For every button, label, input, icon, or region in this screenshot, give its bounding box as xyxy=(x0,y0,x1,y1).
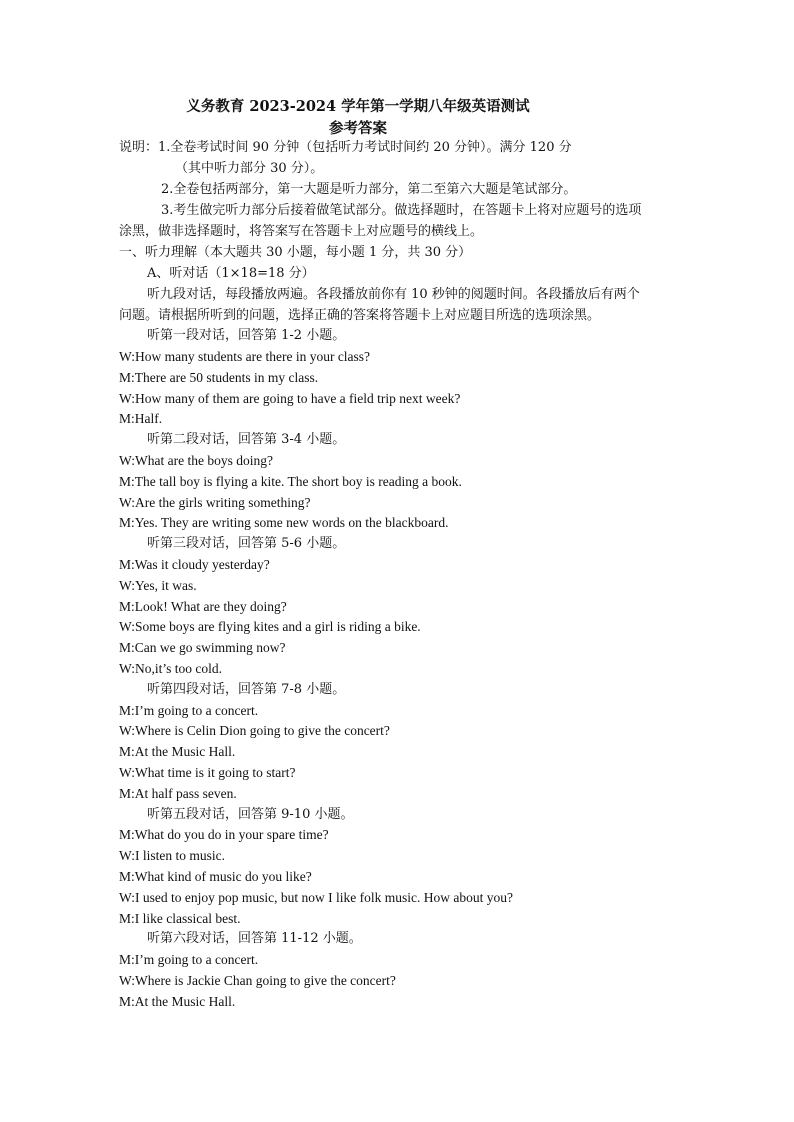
dialogue-line: W:No,it’s too cold. xyxy=(119,661,222,676)
dialogue-line: W:Are the girls writing something? xyxy=(119,495,311,510)
dialogue-intro: 听第二段对话，回答第 3-4 小题。 xyxy=(147,432,346,447)
dialogue-line: W:What are the boys doing? xyxy=(119,453,273,468)
dialogue-line: M:I’m going to a concert. xyxy=(119,952,259,967)
dialogue-line: M:The tall boy is flying a kite. The short boy is reading a book. xyxy=(119,474,462,489)
section-heading: 一、听力理解（本大题共 30 小题，每小题 1 分，共 30 分） xyxy=(119,245,472,260)
dialogue-intro: 听第六段对话，回答第 11-12 小题。 xyxy=(147,931,362,946)
dialogue-intro: 听第三段对话，回答第 5-6 小题。 xyxy=(147,536,346,551)
dialogue-line: W:I used to enjoy pop music, but now I like folk music. How about you? xyxy=(119,890,513,905)
dialogue-line: M:Look! What are they doing? xyxy=(119,599,287,614)
dialogue-line: M:I like classical best. xyxy=(119,911,241,926)
instruction-line: 2.全卷包括两部分，第一大题是听力部分，第二至第六大题是笔试部分。 xyxy=(161,182,577,197)
dialogue-line: W:How many of them are going to have a field trip next week? xyxy=(119,391,461,406)
part-heading: A、听对话（1×18=18 分） xyxy=(147,266,315,281)
dialogue-line: M:There are 50 students in my class. xyxy=(119,370,319,385)
dialogue-line: M:What do you do in your spare time? xyxy=(119,827,329,842)
dialogue-line: W:What time is it going to start? xyxy=(119,765,296,780)
dialogue-line: M:At half pass seven. xyxy=(119,786,237,801)
dialogue-line: W:Yes, it was. xyxy=(119,578,197,593)
section-description: 听九段对话，每段播放两遍。各段播放前你有 10 秒钟的阅题时间。各段播放后有两个 xyxy=(147,287,640,302)
dialogue-line: M:Was it cloudy yesterday? xyxy=(119,557,270,572)
dialogue-line: W:I listen to music. xyxy=(119,848,225,863)
dialogue-line: M:Half. xyxy=(119,411,163,426)
instruction-line: 3.考生做完听力部分后接着做笔试部分。做选择题时，在答题卡上将对应题号的选项 xyxy=(161,203,642,218)
dialogue-intro: 听第四段对话，回答第 7-8 小题。 xyxy=(147,682,346,697)
dialogue-line: M:At the Music Hall. xyxy=(119,744,236,759)
dialogue-intro: 听第一段对话，回答第 1-2 小题。 xyxy=(147,328,346,343)
dialogue-line: W:Where is Celin Dion going to give the concert? xyxy=(119,723,390,738)
document-title: 义务教育 2023-2024 学年第一学期八年级英语测试 xyxy=(186,98,530,115)
instruction-line: （其中听力部分 30 分）。 xyxy=(175,161,324,176)
instruction-line: 说明：1.全卷考试时间 90 分钟（包括听力考试时间约 20 分钟）。满分 120 分 xyxy=(119,140,572,155)
instruction-line: 涂黑，做非选择题时，将答案写在答题卡上对应题号的横线上。 xyxy=(119,224,484,239)
dialogue-intro: 听第五段对话，回答第 9-10 小题。 xyxy=(147,807,354,822)
dialogue-line: W:Where is Jackie Chan going to give the concert? xyxy=(119,973,396,988)
dialogue-line: W:How many students are there in your class? xyxy=(119,349,371,364)
document-subtitle: 参考答案 xyxy=(329,120,387,137)
section-description: 问题。请根据所听到的问题，选择正确的答案将答题卡上对应题目所选的选项涂黑。 xyxy=(119,308,601,323)
dialogue-line: M:Yes. They are writing some new words on the blackboard. xyxy=(119,515,449,530)
dialogue-line: M:What kind of music do you like? xyxy=(119,869,312,884)
dialogue-line: W:Some boys are flying kites and a girl is riding a bike. xyxy=(119,619,421,634)
dialogue-line: M:I’m going to a concert. xyxy=(119,703,259,718)
dialogue-line: M:Can we go swimming now? xyxy=(119,640,286,655)
dialogue-line: M:At the Music Hall. xyxy=(119,994,236,1009)
